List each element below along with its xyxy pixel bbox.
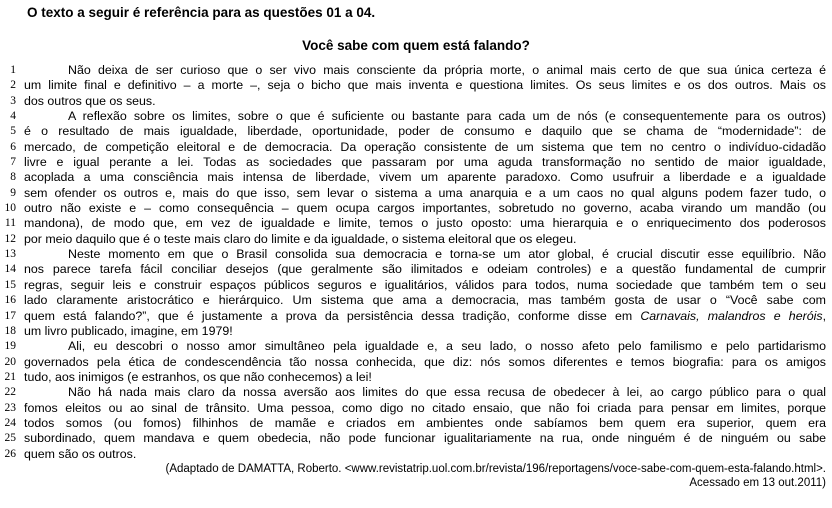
line-text-segment: Não deixa de ser curioso que o ser vivo mais consciente da própria morte, o animal mais certo de que sua única certeza é [68, 63, 826, 77]
line-text-segment: lado claramente aristocrático e hierárquico. Um sistema que ama a democracia, mas também gosta de usar o “Você sabe com [24, 293, 826, 308]
source-citation-line-1: (Adaptado de DAMATTA, Roberto. <www.revistatrip.uol.com.br/revista/196/reportagens/voce-sabe-com-quem-esta-falando.html>. [165, 463, 826, 475]
line-number: 14 [4, 263, 16, 276]
line-text [24, 155, 826, 170]
line-text [24, 201, 826, 216]
text-line [0, 262, 832, 277]
line-text [24, 431, 826, 446]
text-line [0, 339, 832, 354]
line-text-segment: acoplada a uma consciência mais intensa de liberdade, vivem um aparente paradoxo. Como usufruir a liberdade e a igualdade [24, 170, 826, 185]
line-number: 9 [10, 186, 16, 199]
text-line [0, 232, 832, 247]
line-text-segment: , [822, 308, 827, 323]
line-text-segment: fomos eleitos ou ao sinal de trânsito. Uma pessoa, como digo no citado ensaio, que não foi criada para pensar em limites, porque [24, 400, 826, 415]
line-text [24, 140, 826, 155]
text-line [0, 186, 832, 201]
line-text-segment: mercado, de competição eleitoral e de democracia. Da operação consistente de um sistema que tem no centro o indivíduo-cidadão [24, 139, 826, 154]
line-text [24, 401, 826, 416]
line-text-segment: tudo, aos inimigos (e estranhos, os que não conhecemos) a lei! [24, 369, 372, 384]
text-line [0, 309, 832, 324]
text-line [0, 355, 832, 370]
line-text-segment: Ali, eu descobri o nosso amor simultâneo pela igualdade e, a seu lado, o nosso afeto pelo familismo e pelo partidarismo [68, 339, 826, 354]
line-text [24, 355, 826, 370]
text-line [0, 247, 832, 262]
line-number: 3 [10, 94, 16, 107]
line-text [24, 293, 826, 308]
line-text-segment: quem são os outros. [24, 446, 137, 461]
line-text [24, 186, 826, 201]
line-number: 8 [10, 171, 16, 184]
line-text [24, 370, 826, 385]
line-text-segment: por meio daquilo que é o teste mais claro do limite e da igualdade, o sistema eleitoral que os elegeu. [24, 231, 577, 246]
text-line [0, 278, 832, 293]
line-text-segment: é o resultado de mais igualdade, liberdade, oportunidade, poder de consumo e daquilo que se chama de “modernidade”: de [24, 124, 826, 139]
text-line [0, 324, 832, 339]
line-text [24, 262, 826, 277]
line-text [24, 447, 826, 462]
line-number: 23 [4, 401, 16, 414]
question-reference-header: O texto a seguir é referência para as questões 01 a 04. [27, 5, 376, 20]
line-number: 25 [4, 432, 16, 445]
text-line [0, 140, 832, 155]
line-number: 22 [4, 386, 16, 399]
line-number: 1 [10, 64, 16, 76]
line-number: 2 [10, 79, 16, 92]
line-number: 13 [4, 248, 16, 261]
text-line [0, 293, 832, 308]
line-number: 21 [4, 370, 16, 383]
line-text-segment: quem está falando?”, que é justamente a prova da persistência dessa tradição, conforme disse em [24, 308, 641, 323]
line-text-segment: um livro publicado, imagine, em 1979! [24, 323, 233, 338]
line-number: 5 [10, 125, 16, 138]
line-text [24, 216, 826, 231]
line-text-segment: outro não existe e – como consequência – quem ocupa cargos importantes, sobretudo no governo, acaba virando um mandão (ou [24, 201, 826, 216]
line-number: 20 [4, 355, 16, 368]
line-text-segment: Não há nada mais claro da nossa aversão aos limites do que essa recusa de obedecer à lei, ao cargo público para o qual [68, 385, 826, 400]
text-line [0, 370, 832, 385]
book-title-italic: Carnavais, malandros e heróis [640, 308, 823, 323]
line-text [24, 63, 826, 78]
line-text [24, 109, 826, 124]
line-text [24, 247, 826, 262]
line-number: 7 [10, 156, 16, 169]
line-number: 24 [4, 416, 16, 429]
line-text [24, 385, 826, 400]
text-line [0, 155, 832, 170]
line-text [24, 309, 826, 324]
text-line [0, 431, 832, 446]
line-text-segment: subordinado, quem mandava e quem obedecia, não pode funcionar igualitariamente na rua, onde ninguém é de ninguém ou sabe [24, 431, 826, 446]
line-text-segment: A reflexão sobre os limites, sobre o que é suficiente ou bastante para cada um de nós (e consequentemente para os outros) [68, 109, 826, 124]
line-text [24, 78, 826, 93]
line-text [24, 170, 826, 185]
line-text-segment: nos parece tarefa fácil conciliar desejos (que geralmente são ilimitados e odeiam controles) e a questão fundamental de cumprir [24, 262, 826, 277]
text-line [0, 385, 832, 400]
text-line [0, 78, 832, 93]
text-line [0, 63, 832, 78]
source-citation [166, 462, 826, 490]
text-title: Você sabe com quem está falando? [302, 38, 530, 53]
line-text-segment: dos outros que os seus. [24, 93, 156, 108]
line-text-segment: mandona), de modo que, em vez de igualdade e limite, temos o justo oposto: uma hierarquia e o enriquecimento dos poderosos [24, 216, 826, 231]
text-line [0, 124, 832, 139]
line-number: 10 [4, 202, 16, 215]
text-line [0, 401, 832, 416]
line-text [24, 232, 826, 247]
text-line [0, 447, 832, 462]
line-text [24, 124, 826, 139]
line-number: 17 [4, 309, 16, 322]
text-line [0, 201, 832, 216]
text-line [0, 170, 832, 185]
line-number: 12 [4, 232, 16, 245]
line-text-segment: Neste momento em que o Brasil consolida sua democracia e torna-se um ator global, é crucial discutir esse equilíbrio. Não [68, 247, 826, 262]
line-number: 4 [10, 110, 16, 123]
source-citation-line-2: Acessado em 13 out.2011) [689, 477, 826, 489]
line-number: 6 [10, 140, 16, 153]
line-number: 26 [4, 447, 16, 460]
line-number: 18 [4, 324, 16, 337]
line-text-segment: um limite final e definitivo – a morte –, seja o bicho que mais inventa e questiona limites. Os seus limites e os dos outros. Mais os [24, 78, 826, 93]
line-text [24, 324, 826, 339]
text-line [0, 416, 832, 431]
line-number: 16 [4, 294, 16, 307]
line-text [24, 94, 826, 109]
line-text [24, 339, 826, 354]
line-text-segment: regras, seguir leis e construir espaços públicos seguros e igualitários, válidos para todos, numa sociedade que também tem o seu [24, 277, 826, 292]
line-number: 15 [4, 278, 16, 291]
line-number: 11 [4, 217, 16, 230]
line-text-segment: livre e igual perante a lei. Todas as sociedades que passaram por uma aguda transformação no sentido de maior igualdade, [24, 155, 826, 170]
line-text-segment: sem ofender os outros e, mais do que isso, sem levar o sistema a uma anarquia e a um caos no qual alguns podem fazer tudo, o [24, 185, 826, 200]
line-number: 19 [4, 340, 16, 353]
text-line [0, 216, 832, 231]
text-line [0, 109, 832, 124]
line-text-segment: todos somos (ou fomos) filhinhos de mamãe e criados em ambientes onde sabíamos bem quem era superior, quem era [24, 415, 826, 430]
line-text [24, 416, 826, 431]
line-text [24, 278, 826, 293]
numbered-text-body [0, 63, 832, 462]
text-line [0, 94, 832, 109]
line-text-segment: governados pela ética de condescendência tão nossa conhecida, que diz: nós somos diferentes e temos biografia: para os amigos [24, 354, 826, 369]
